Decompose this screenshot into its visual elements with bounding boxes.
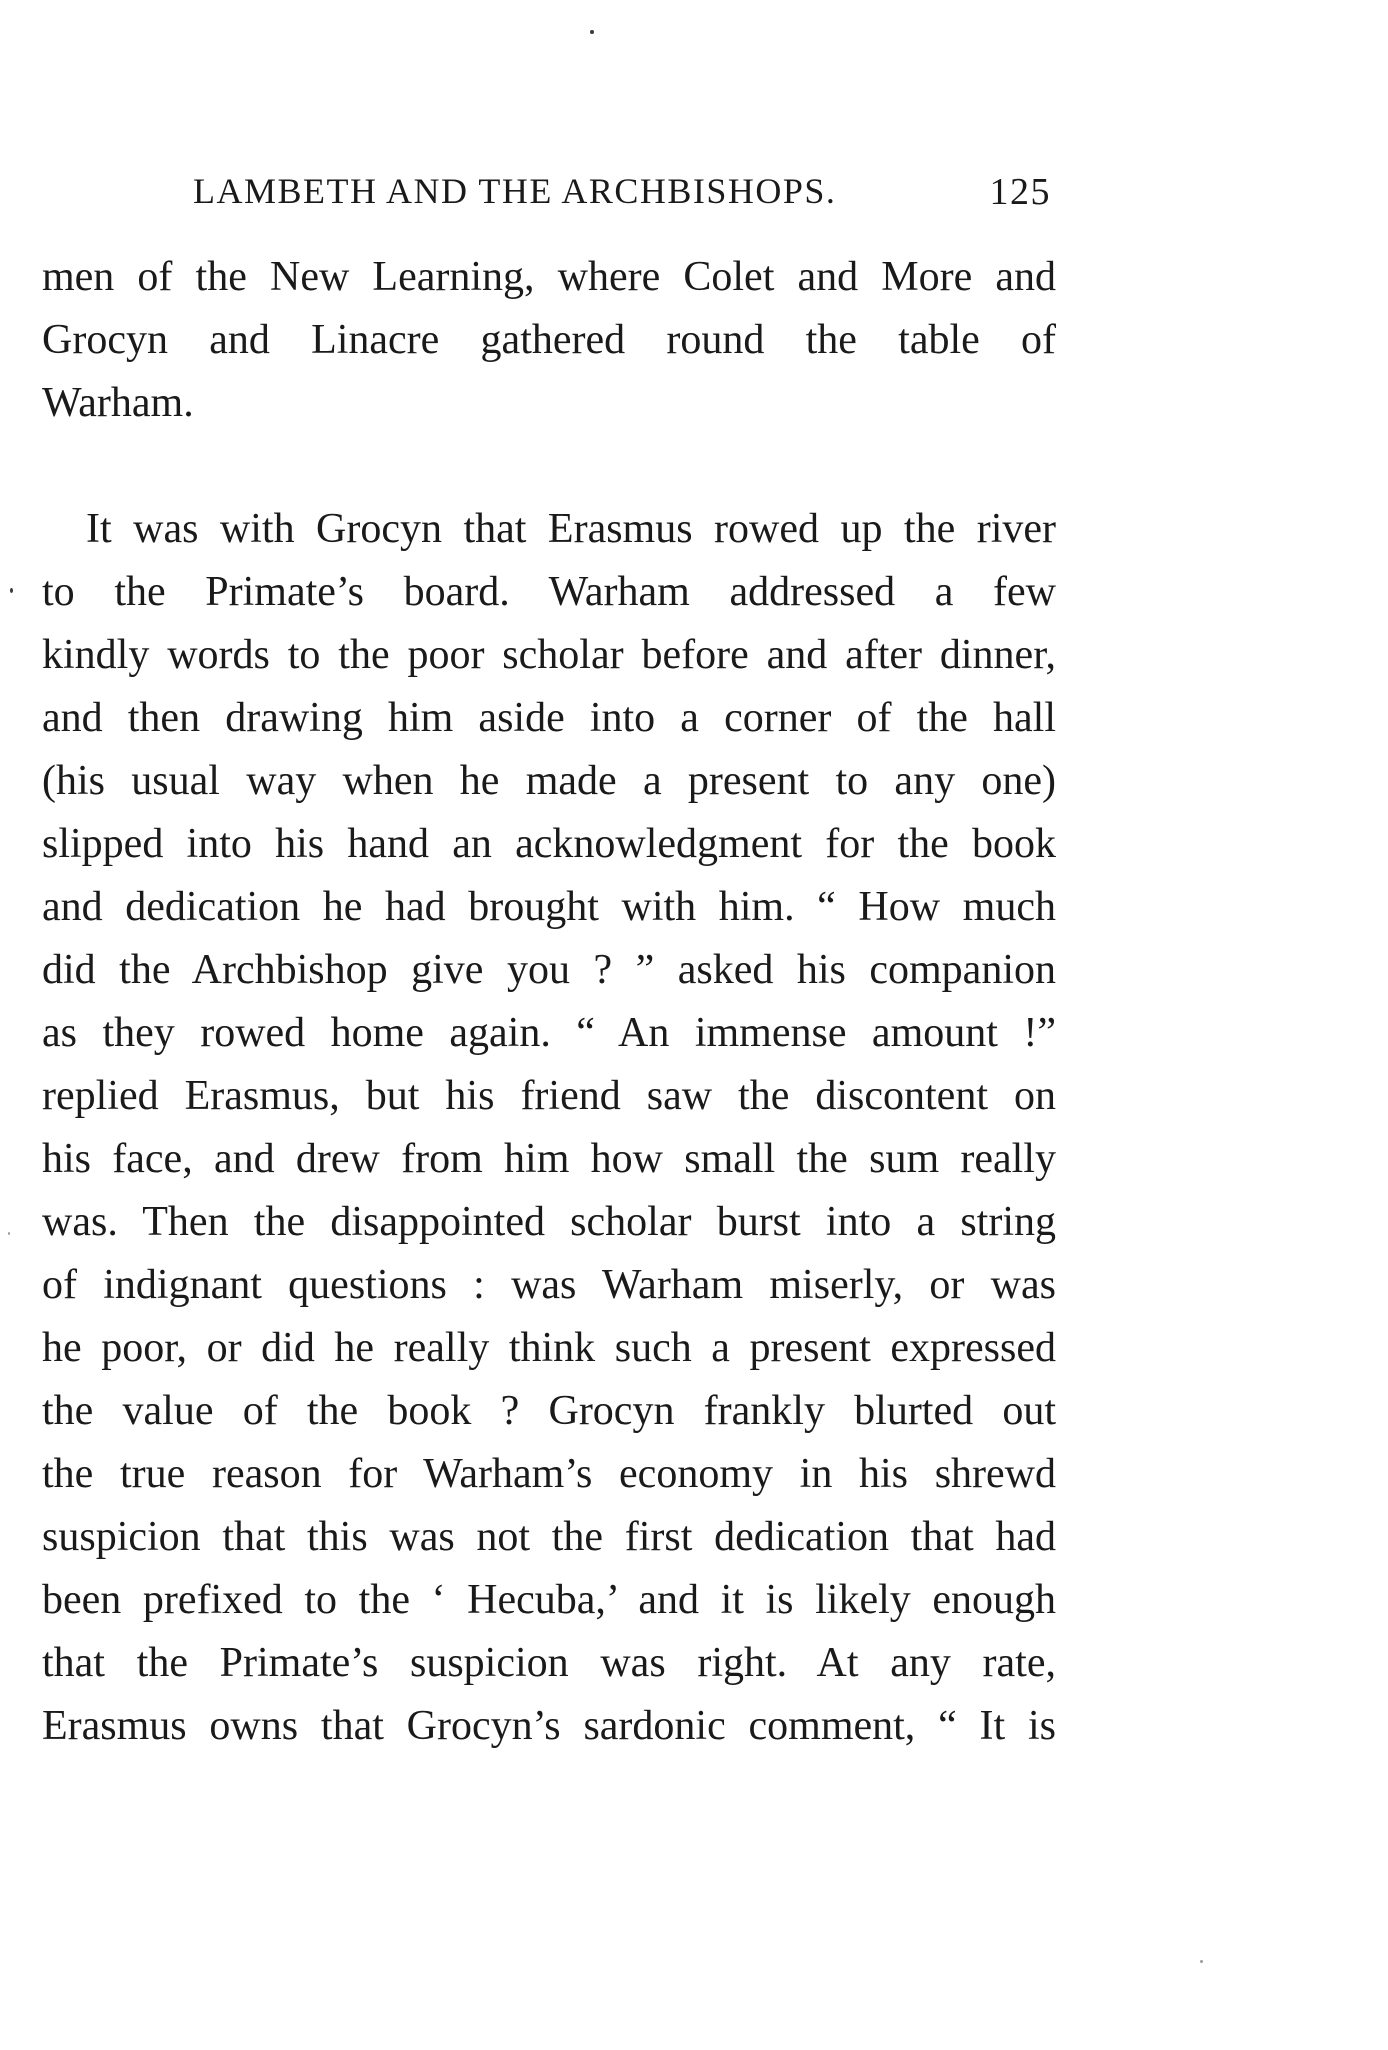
text-line: the value of the book ? Grocyn frankly blurted out [42,1388,1056,1434]
text-line: the true reason for Warham’s economy in his shrewd [42,1451,1056,1497]
scan-speck [8,1232,10,1235]
paragraph-erasmus-visit [42,498,1056,1758]
running-head [193,170,1051,220]
text-line: to the Primate’s board. Warham addressed a few [42,569,1056,615]
text-line: been prefixed to the ‘ Hecuba,’ and it is likely enough [42,1577,1056,1623]
text-line: Grocyn and Linacre gathered round the table of [42,317,1056,363]
paragraph-continuation [42,246,1056,435]
text-line: did the Archbishop give you ? ” asked his companion [42,947,1056,993]
scan-speck [10,588,13,593]
text-line: as they rowed home again. “ An immense amount !” [42,1010,1056,1056]
scan-speck [1200,1960,1203,1963]
text-line: that the Primate’s suspicion was right. At any rate, [42,1640,1056,1686]
text-line: and dedication he had brought with him. “ How much [42,884,1056,930]
text-line: suspicion that this was not the first dedication that had [42,1514,1056,1560]
page-number: 125 [989,171,1051,213]
text-line: he poor, or did he really think such a present expressed [42,1325,1056,1371]
text-line: slipped into his hand an acknowledgment for the book [42,821,1056,867]
text-line: was. Then the disappointed scholar burst into a string [42,1199,1056,1245]
text-line: (his usual way when he made a present to any one) [42,758,1056,804]
text-line: of indignant questions : was Warham miserly, or was [42,1262,1056,1308]
text-line: men of the New Learning, where Colet and More and [42,254,1056,300]
text-line: Warham. [42,380,194,426]
text-line: It was with Grocyn that Erasmus rowed up the river [86,506,1056,552]
text-line: kindly words to the poor scholar before and after dinner, [42,632,1056,678]
text-line: replied Erasmus, but his friend saw the discontent on [42,1073,1056,1119]
scan-speck [590,30,594,34]
running-title: LAMBETH AND THE ARCHBISHOPS. [193,171,837,211]
text-line: Erasmus owns that Grocyn’s sardonic comment, “ It is [42,1703,1056,1749]
text-line: and then drawing him aside into a corner of the hall [42,695,1056,741]
text-line: his face, and drew from him how small the sum really [42,1136,1056,1182]
